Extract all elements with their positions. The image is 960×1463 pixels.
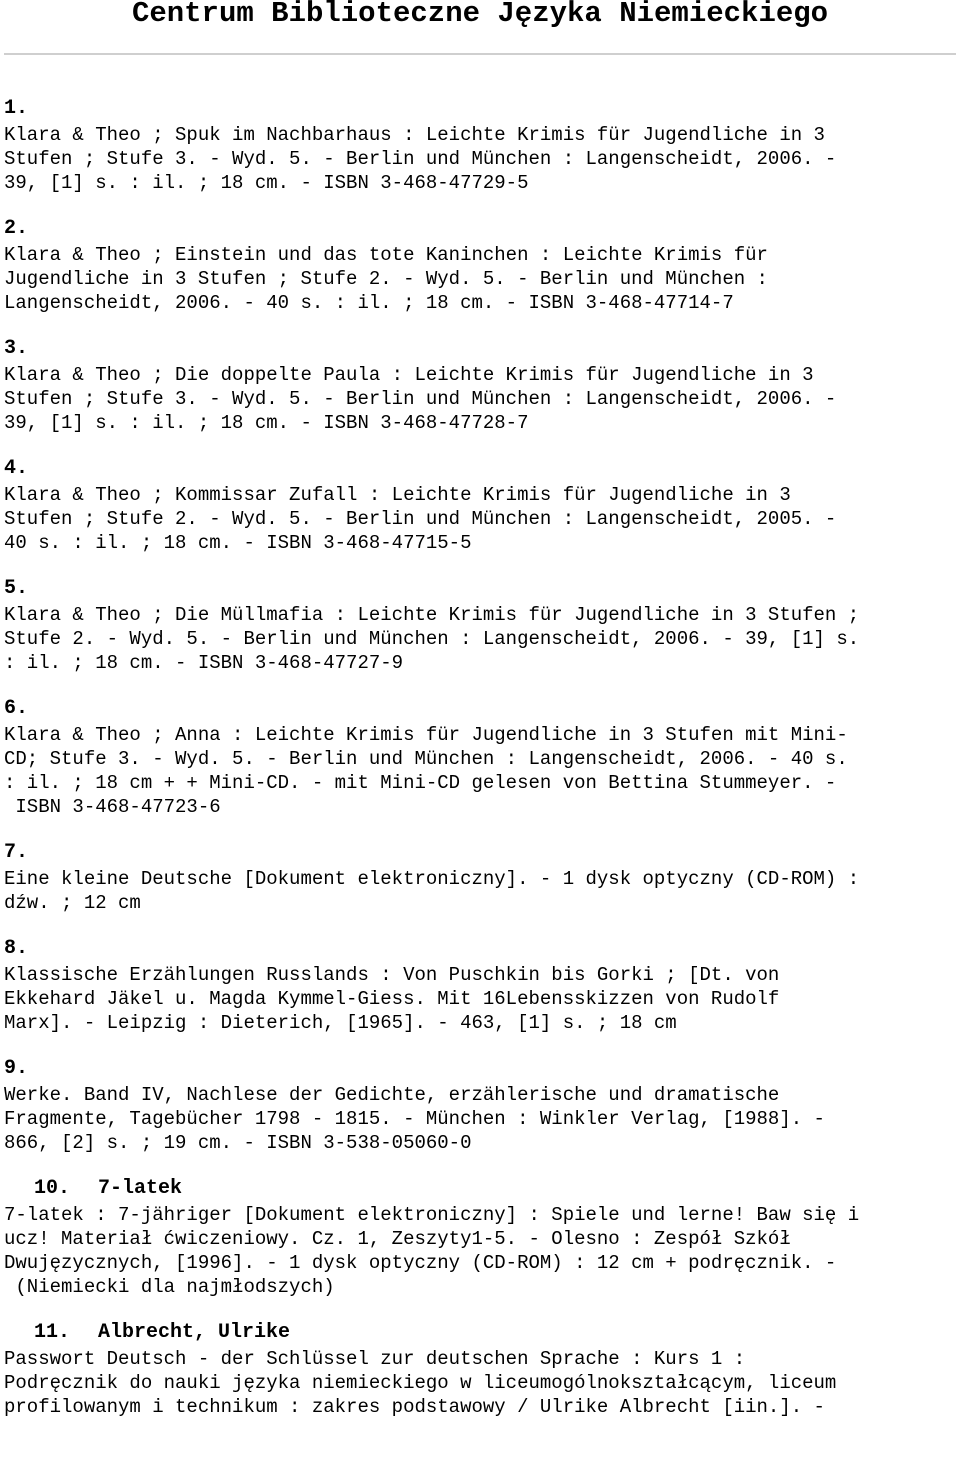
entry-number: 2. bbox=[4, 217, 29, 240]
entry-text: Klara & Theo ; Die Müllmafia : Leichte Krimis für Jugendliche in 3 Stufen ; Stufe 2. - Wyd. 5. - Berlin und München : Langenscheidt, 2006. - 39, [1] s. : il. ; 18 cm. - ISBN 3-468-47727-9 bbox=[4, 604, 860, 674]
entry-number-value: 11. bbox=[34, 1321, 71, 1344]
entry-number: 8. bbox=[4, 937, 29, 960]
entry-number: 3. bbox=[4, 337, 29, 360]
entry-text: Klara & Theo ; Einstein und das tote Kaninchen : Leichte Krimis für Jugendliche in 3 Stufen ; Stufe 2. - Wyd. 5. - Berlin und München : Langenscheidt, 2006. - 40 s. : il. ; 18 cm. - ISBN 3-468-47714-7 bbox=[4, 244, 768, 314]
bibliography-entry-10 bbox=[4, 1177, 958, 1299]
entry-number-value: 10. bbox=[34, 1177, 71, 1200]
entry-text: Werke. Band IV, Nachlese der Gedichte, erzählerische und dramatische Fragmente, Tagebücher 1798 - 1815. - München : Winkler Verlag, [1988]. - 866, [2] s. ; 19 cm. - ISBN 3-538-05060-0 bbox=[4, 1084, 825, 1154]
entry-text: 7-latek : 7-jähriger [Dokument elektroniczny] : Spiele und lerne! Baw się i ucz! Materiał ćwiczeniowy. Cz. 1, Zeszyty1-5. - Olesno : Zespół Szkół Dwujęzycznych, [1996]. - 1 dysk optyczny (CD-ROM) : 12 cm + podręcznik. - (Niemiecki dla najmłodszych) bbox=[4, 1204, 860, 1298]
entry-number bbox=[4, 1177, 958, 1201]
entry-text: Klara & Theo ; Die doppelte Paula : Leichte Krimis für Jugendliche in 3 Stufen ; Stufe 3. - Wyd. 5. - Berlin und München : Langenscheidt, 2006. - 39, [1] s. : il. ; 18 cm. - ISBN 3-468-47728-7 bbox=[4, 364, 837, 434]
bibliography-entry-1 bbox=[4, 97, 958, 195]
entry-text: Klara & Theo ; Spuk im Nachbarhaus : Leichte Krimis für Jugendliche in 3 Stufen ; Stufe 3. - Wyd. 5. - Berlin und München : Langenscheidt, 2006. - 39, [1] s. : il. ; 18 cm. - ISBN 3-468-47729-5 bbox=[4, 124, 837, 194]
entry-number: 7. bbox=[4, 841, 29, 864]
bibliography-entry-11 bbox=[4, 1321, 958, 1419]
title-divider bbox=[4, 53, 956, 55]
entry-heading: 7-latek bbox=[98, 1177, 183, 1200]
bibliography-entry-4 bbox=[4, 457, 958, 555]
entry-number bbox=[4, 1321, 958, 1345]
bibliography-entry-9 bbox=[4, 1057, 958, 1155]
bibliography-entry-5 bbox=[4, 577, 958, 675]
entry-text: Klara & Theo ; Anna : Leichte Krimis für Jugendliche in 3 Stufen mit Mini- CD; Stufe 3. - Wyd. 5. - Berlin und München : Langenscheidt, 2006. - 40 s. : il. ; 18 cm + + Mini-CD. - mit Mini-CD gelesen von Bettina Stummeyer. - ISBN 3-468-47723-6 bbox=[4, 724, 848, 818]
bibliography-entry-8 bbox=[4, 937, 958, 1035]
entry-number: 4. bbox=[4, 457, 29, 480]
entry-text: Klassische Erzählungen Russlands : Von Puschkin bis Gorki ; [Dt. von Ekkehard Jäkel u. Magda Kymmel-Giess. Mit 16Lebensskizzen von Rudolf Marx]. - Leipzig : Dieterich, [1965]. - 463, [1] s. ; 18 cm bbox=[4, 964, 780, 1034]
bibliography-entry-7 bbox=[4, 841, 958, 915]
bibliography-entry-2 bbox=[4, 217, 958, 315]
entry-number: 5. bbox=[4, 577, 29, 600]
entry-number: 6. bbox=[4, 697, 29, 720]
page-title: Centrum Biblioteczne Języka Niemieckiego bbox=[131, 0, 829, 30]
entry-text: Eine kleine Deutsche [Dokument elektroniczny]. - 1 dysk optyczny (CD-ROM) : dźw. ; 12 cm bbox=[4, 868, 860, 914]
entry-text: Klara & Theo ; Kommissar Zufall : Leichte Krimis für Jugendliche in 3 Stufen ; Stufe 2. - Wyd. 5. - Berlin und München : Langenscheidt, 2005. - 40 s. : il. ; 18 cm. - ISBN 3-468-47715-5 bbox=[4, 484, 837, 554]
entry-number: 1. bbox=[4, 97, 29, 120]
bibliography-list bbox=[0, 97, 960, 1419]
bibliography-entry-3 bbox=[4, 337, 958, 435]
entry-heading: Albrecht, Ulrike bbox=[98, 1321, 291, 1344]
entry-text: Passwort Deutsch - der Schlüssel zur deutschen Sprache : Kurs 1 : Podręcznik do nauki języka niemieckiego w liceumogólnokształcącym, liceum profilowanym i technikum : zakres podstawowy / Ulrike Albrecht [iin.]. - bbox=[4, 1348, 837, 1418]
bibliography-entry-6 bbox=[4, 697, 958, 819]
entry-number: 9. bbox=[4, 1057, 29, 1080]
